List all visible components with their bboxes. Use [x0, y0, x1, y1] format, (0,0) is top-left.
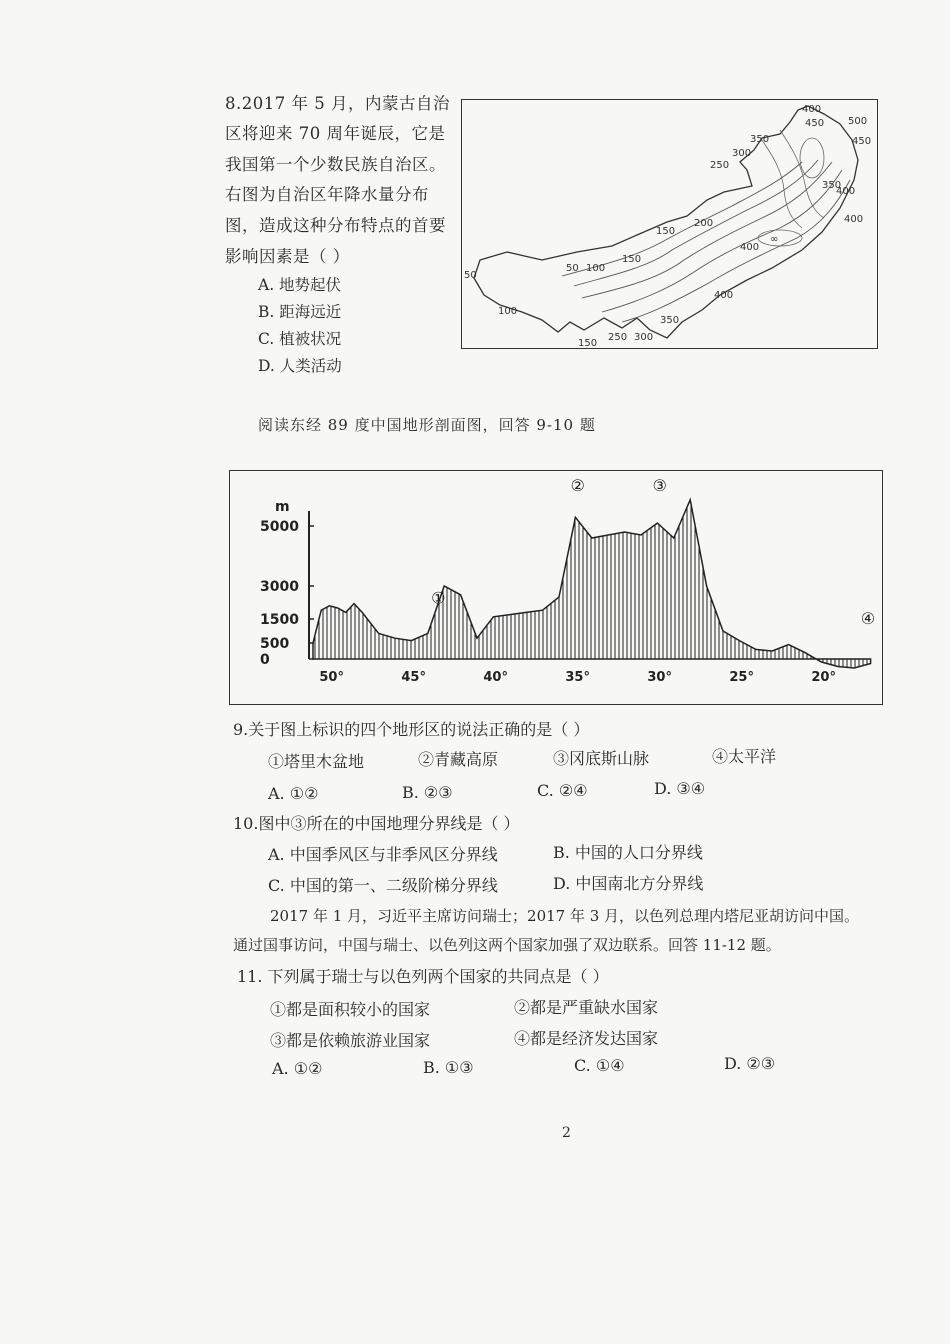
profile-intro: 阅读东经 89 度中国地形剖面图，回答 9-10 题 — [258, 416, 596, 434]
q11-option-b: B. ①③ — [423, 1058, 474, 1077]
y-tick-label: 5000 — [260, 519, 299, 535]
map-label: 50 — [464, 270, 477, 281]
map-label: 400 — [802, 104, 822, 115]
q9-item-4: ④太平洋 — [712, 747, 777, 766]
map-label: 100 — [498, 306, 518, 317]
q11-item-2: ②都是严重缺水国家 — [514, 998, 659, 1017]
q10-option-a: A. 中国季风区与非季风区分界线 — [268, 845, 498, 864]
map-label: 500 — [848, 116, 868, 127]
x-tick-label: 30° — [647, 670, 672, 685]
map-label: 400 — [844, 214, 864, 225]
precipitation-map — [461, 99, 878, 349]
q11-item-4: ④都是经济发达国家 — [514, 1029, 659, 1048]
q10-option-c: C. 中国的第一、二级阶梯分界线 — [268, 876, 498, 895]
y-tick-label: 3000 — [260, 579, 299, 595]
q10-stem: 10.图中③所在的中国地理分界线是（ ） — [233, 814, 520, 833]
q9-item-3: ③冈底斯山脉 — [553, 749, 650, 768]
map-label: 150 — [656, 226, 676, 237]
map-label: 50 — [566, 263, 579, 274]
q8-line-1: 8.2017 年 5 月，内蒙古自治 — [225, 94, 450, 113]
q8-line-5: 图，造成这种分布特点的首要 — [225, 216, 446, 235]
q11-option-a: A. ①② — [272, 1059, 323, 1078]
map-label: 450 — [852, 136, 872, 147]
x-tick-label: 25° — [729, 670, 754, 685]
q8-line-4: 右图为自治区年降水量分布 — [225, 185, 429, 204]
q8-option-a: A. 地势起伏 — [258, 276, 342, 294]
q9-stem: 9.关于图上标识的四个地形区的说法正确的是（ ） — [233, 720, 590, 739]
map-label: 150 — [578, 338, 598, 347]
map-label: 300 — [732, 148, 752, 159]
map-label: 350 — [750, 134, 770, 145]
q11-option-d: D. ②③ — [724, 1054, 776, 1073]
chart-ylabel: m — [275, 499, 290, 515]
region-marker: ② — [570, 476, 585, 495]
q8-line-3: 我国第一个少数民族自治区。 — [225, 155, 446, 174]
terrain-profile-chart — [229, 470, 883, 705]
q9-item-1: ①塔里木盆地 — [268, 752, 365, 771]
q8-option-b: B. 距海远近 — [258, 303, 342, 321]
map-label: 250 — [608, 332, 628, 343]
map-label: 400 — [740, 242, 760, 253]
q11-stem: 11. 下列属于瑞士与以色列两个国家的共同点是（ ） — [237, 967, 609, 986]
q11-item-3: ③都是依赖旅游业国家 — [270, 1031, 431, 1050]
y-tick-label: 1500 — [260, 612, 299, 628]
map-label: 300 — [634, 332, 654, 343]
map-label: 450 — [805, 118, 825, 129]
x-tick-label: 20° — [811, 670, 836, 685]
q10-option-d: D. 中国南北方分界线 — [553, 874, 704, 893]
q11-item-1: ①都是面积较小的国家 — [270, 1000, 431, 1019]
passage-line-2: 通过国事访问，中国与瑞士、以色列这两个国家加强了双边联系。回答 11-12 题。 — [233, 936, 781, 954]
q8-option-d: D. 人类活动 — [258, 357, 342, 375]
map-label: 100 — [586, 263, 606, 274]
map-label: ∞ — [770, 234, 779, 245]
terrain-profile-svg — [230, 471, 881, 703]
map-label: 400 — [714, 290, 734, 301]
map-label: 200 — [694, 218, 714, 229]
q8-option-c: C. 植被状况 — [258, 330, 342, 348]
region-marker: ③ — [652, 476, 667, 495]
q9-item-2: ②青藏高原 — [418, 750, 499, 769]
q9-option-b: B. ②③ — [402, 783, 453, 802]
q8-line-6: 影响因素是（ ） — [225, 247, 350, 266]
x-tick-label: 50° — [319, 670, 344, 685]
x-tick-label: 45° — [401, 670, 426, 685]
page-number: 2 — [562, 1125, 571, 1141]
map-label: 350 — [822, 180, 842, 191]
q10-option-b: B. 中国的人口分界线 — [553, 843, 703, 862]
y-tick-label: 0 — [260, 652, 270, 668]
q9-option-a: A. ①② — [268, 784, 319, 803]
map-label: 350 — [660, 315, 680, 326]
q11-option-c: C. ①④ — [574, 1056, 625, 1075]
region-marker: ① — [431, 588, 446, 608]
q8-line-2: 区将迎来 70 周年诞辰，它是 — [225, 124, 446, 143]
map-label: 250 — [710, 160, 730, 171]
precipitation-map-figure — [462, 100, 876, 347]
terrain-area — [313, 500, 871, 668]
passage-line-1: 2017 年 1 月，习近平主席访问瑞士；2017 年 3 月，以色列总理内塔尼亚胡访问中国。 — [270, 907, 860, 925]
q9-option-c: C. ②④ — [537, 781, 588, 800]
y-tick-label: 500 — [260, 636, 290, 652]
map-label: 400 — [836, 186, 856, 197]
x-tick-label: 35° — [565, 670, 590, 685]
region-marker: ④ — [860, 608, 876, 628]
q9-option-d: D. ③④ — [654, 779, 706, 798]
x-tick-label: 40° — [483, 670, 508, 685]
map-label: 150 — [622, 254, 642, 265]
